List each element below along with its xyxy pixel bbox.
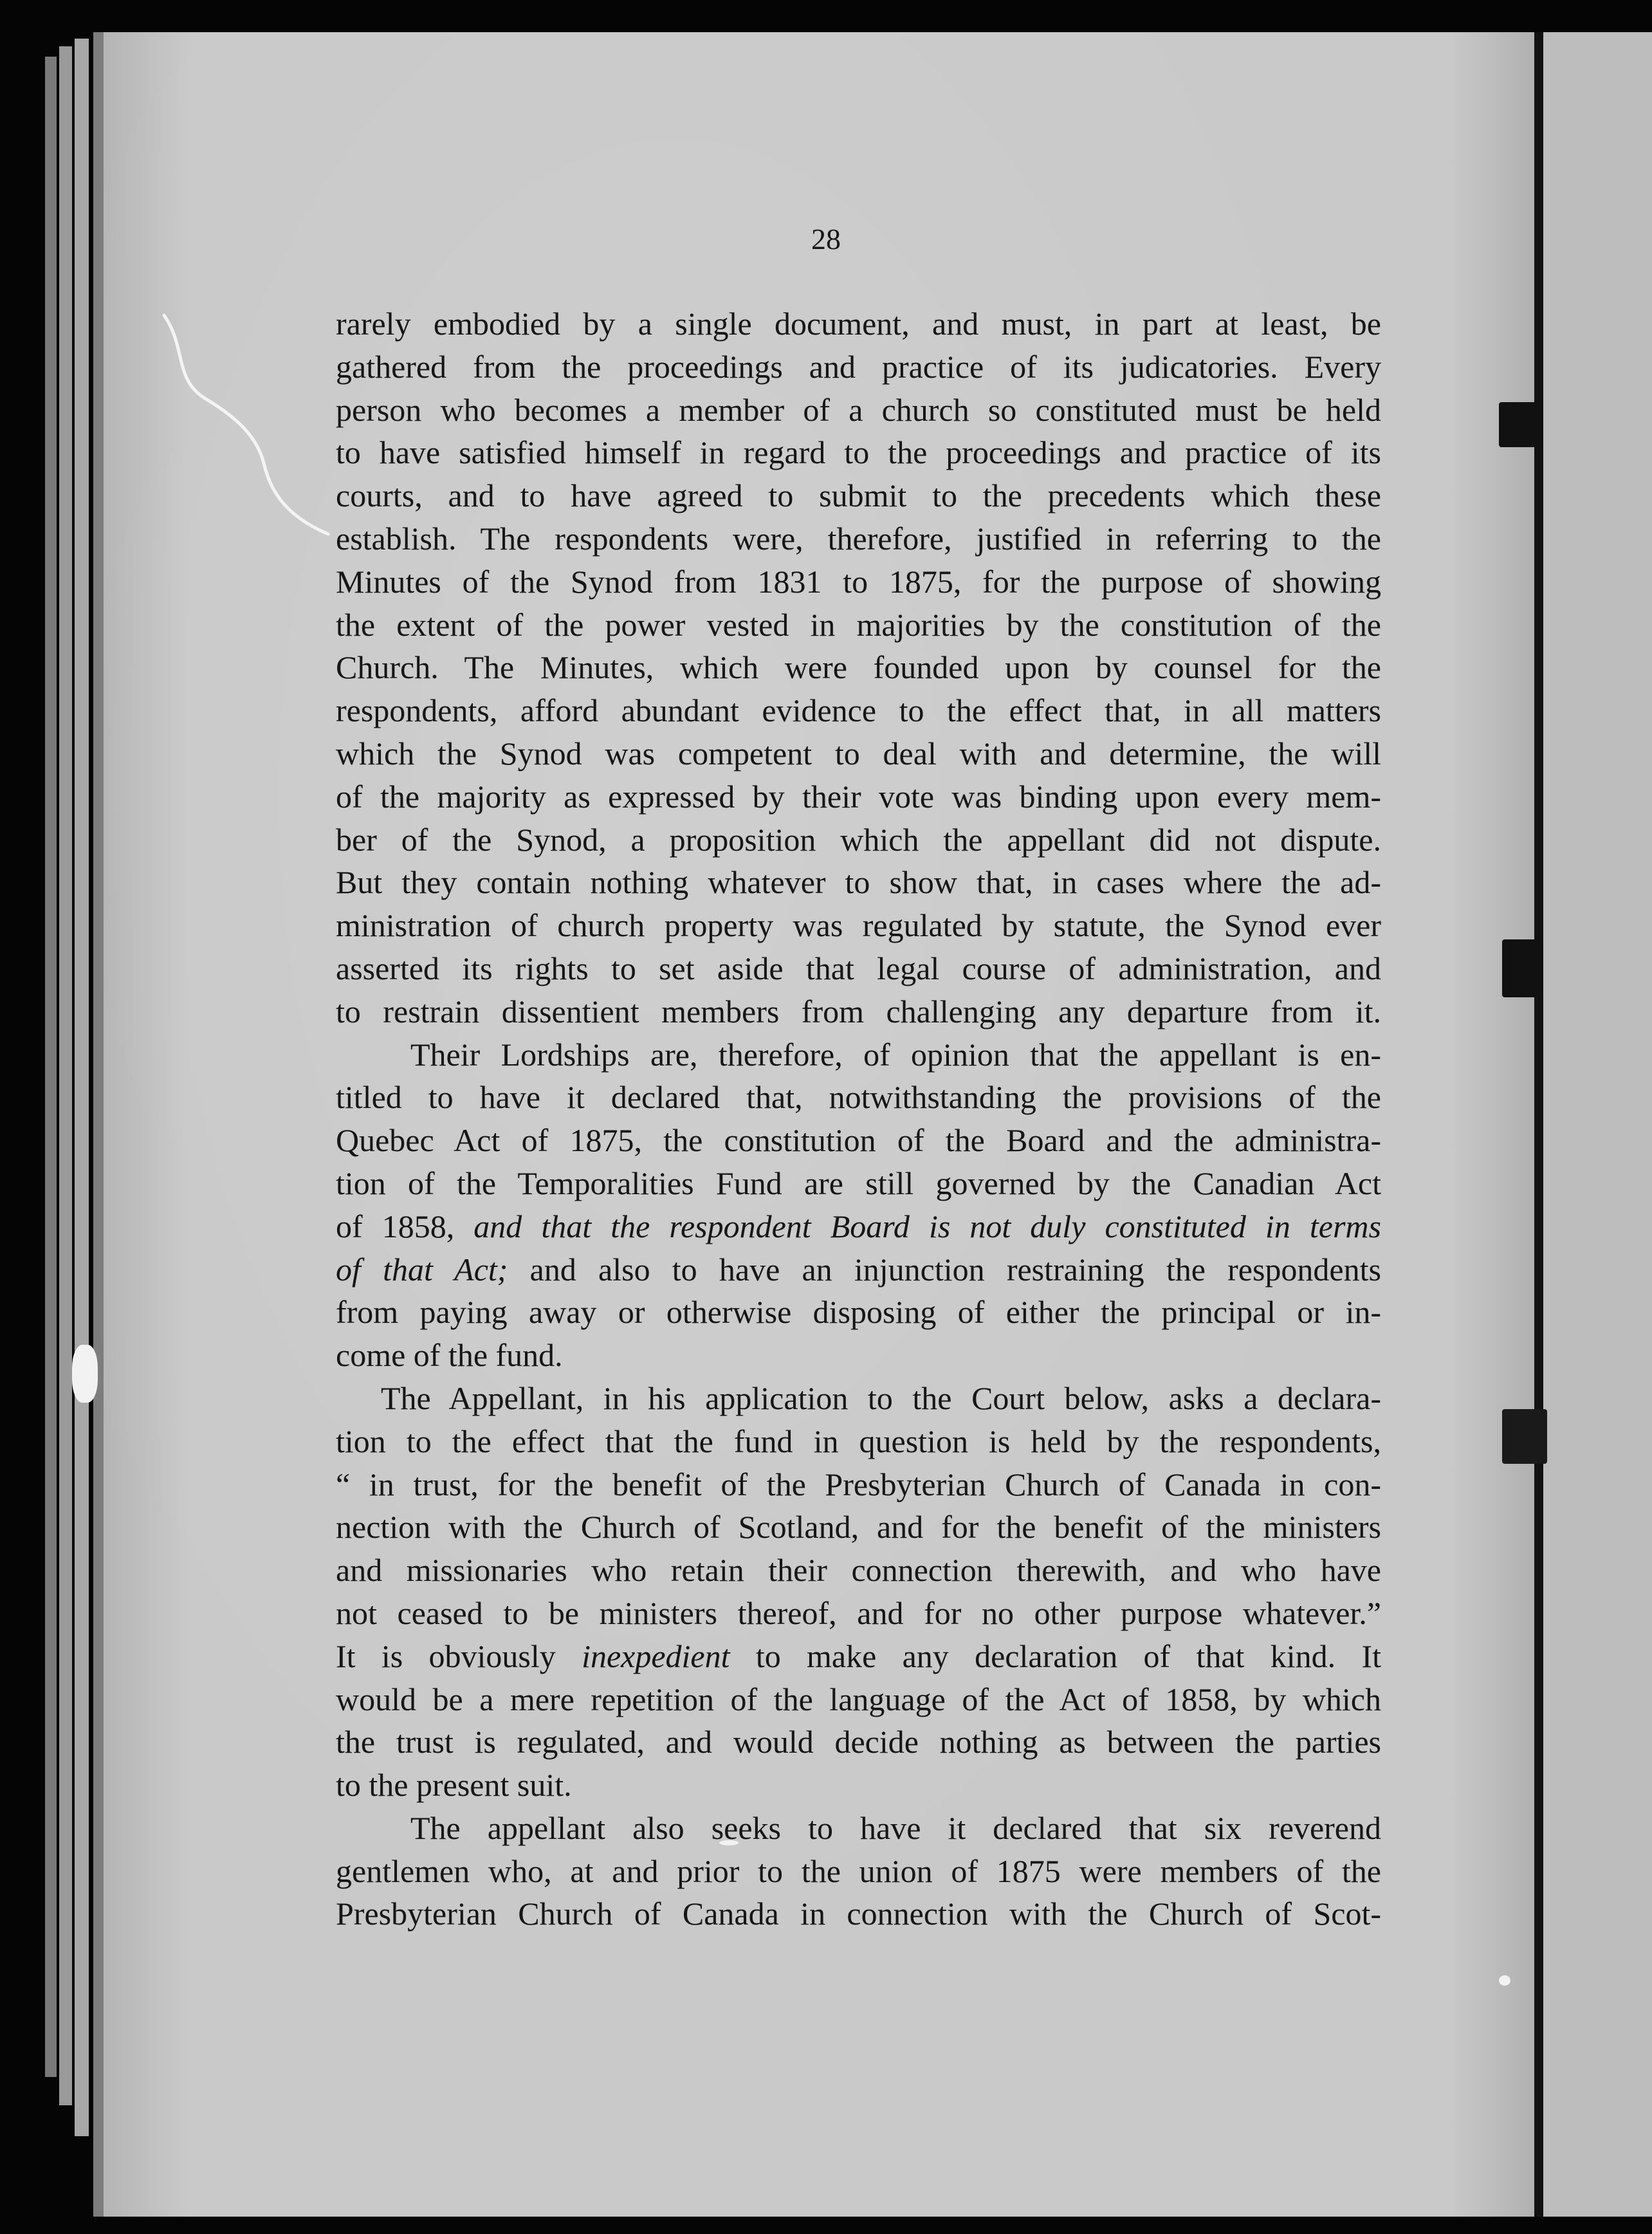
text-fragment: to make any declaration of that kind. It [755, 1638, 1382, 1674]
text-line: But they contain nothing whatever to show that, in cases where the ad- [336, 864, 1381, 901]
text-line: would be a mere repetition of the language of the Act of 1858, by which [336, 1681, 1381, 1717]
text-line: gathered from the proceedings and practice of its judicatories. Every [336, 348, 1381, 385]
text-line: of the majority as expressed by their vote was binding upon every mem- [336, 778, 1381, 815]
text-line: respondents, afford abundant evidence to the effect that, in all matters [336, 692, 1381, 729]
page-number: 28 [811, 223, 841, 255]
text-line: to have satisfied himself in regard to the proceedings and practice of its [336, 434, 1381, 471]
italic-text: inexpedient [582, 1638, 730, 1674]
text-line: rarely embodied by a single document, and must, in part at least, be [336, 306, 1381, 342]
page-edge [45, 57, 57, 2077]
text-fragment: and also to have an injunction restraining the respondents [529, 1251, 1381, 1288]
text-line: which the Synod was competent to deal with and determine, the will [336, 735, 1381, 771]
text-line: ministration of church property was regulated by statute, the Synod ever [336, 907, 1381, 944]
text-line: Presbyterian Church of Canada in connection with the Church of Scot- [336, 1896, 1381, 1932]
binding-gutter [1534, 32, 1543, 2217]
text-fragment: It is obviously [336, 1638, 556, 1674]
text-line: tion of the Temporalities Fund are still governed by the Canadian Act [336, 1165, 1381, 1201]
text-line: ber of the Synod, a proposition which the appellant did not dispute. [336, 821, 1381, 858]
dust-speck [72, 1345, 98, 1403]
text-line: and missionaries who retain their connection therewith, and who have [336, 1552, 1381, 1589]
text-line: The Appellant, in his application to the Court below, asks a declara- [381, 1380, 1381, 1416]
ink-blot [1502, 1409, 1547, 1464]
text-line: Their Lordships are, therefore, of opinion that the appellant is en- [410, 1036, 1381, 1073]
text-line: “ in trust, for the benefit of the Presbyterian Church of Canada in con- [336, 1466, 1381, 1502]
text-line: tion to the effect that the fund in question is held by the respondents, [336, 1423, 1381, 1459]
text-line: courts, and to have agreed to submit to the precedents which these [336, 477, 1381, 514]
ink-blot [1499, 402, 1537, 447]
text-line: come of the fund. [336, 1337, 563, 1374]
text-line: titled to have it declared that, notwithstanding the provisions of the [336, 1079, 1381, 1116]
text-line: The appellant also seeks to have it declared that six reverend [410, 1809, 1381, 1846]
text-line: establish. The respondents were, therefore, justified in referring to the [336, 520, 1381, 557]
text-line: gentlemen who, at and prior to the union of 1875 were members of the [336, 1852, 1381, 1889]
text-line: from paying away or otherwise disposing of either the principal or in- [336, 1294, 1381, 1331]
text-line: asserted its rights to set aside that legal course of administration, and [336, 950, 1381, 986]
text-line: Quebec Act of 1875, the constitution of the Board and the administra- [336, 1122, 1381, 1159]
adjacent-page-strip [1543, 32, 1652, 2217]
text-line [336, 1205, 1381, 1248]
body-text [336, 302, 1381, 1935]
italic-text: of that Act; [336, 1251, 508, 1288]
page-edge [59, 46, 72, 2105]
italic-text: and that the respondent Board is not duly constituted in terms [473, 1208, 1381, 1244]
margin-scribble [161, 309, 354, 540]
dust-speck [1499, 1975, 1510, 1986]
text-line [336, 1635, 1381, 1678]
text-line: Church. The Minutes, which were founded upon by counsel for the [336, 649, 1381, 686]
text-line: not ceased to be ministers thereof, and for no other purpose whatever.” [336, 1594, 1381, 1631]
text-line: the extent of the power vested in majorities by the constitution of the [336, 606, 1381, 643]
ink-blot [1502, 939, 1537, 997]
page-edge [75, 39, 89, 2136]
text-line: nection with the Church of Scotland, and for the benefit of the ministers [336, 1509, 1381, 1546]
text-fragment: of 1858, [336, 1208, 455, 1244]
text-line: to the present suit. [336, 1767, 572, 1804]
text-line [336, 1248, 1381, 1291]
text-line: Minutes of the Synod from 1831 to 1875, for the purpose of showing [336, 563, 1381, 600]
text-line: the trust is regulated, and would decide nothing as between the parties [336, 1724, 1381, 1760]
text-line: to restrain dissentient members from challenging any departure from it. [336, 993, 1381, 1029]
text-line: person who becomes a member of a church so constituted must be held [336, 391, 1381, 428]
